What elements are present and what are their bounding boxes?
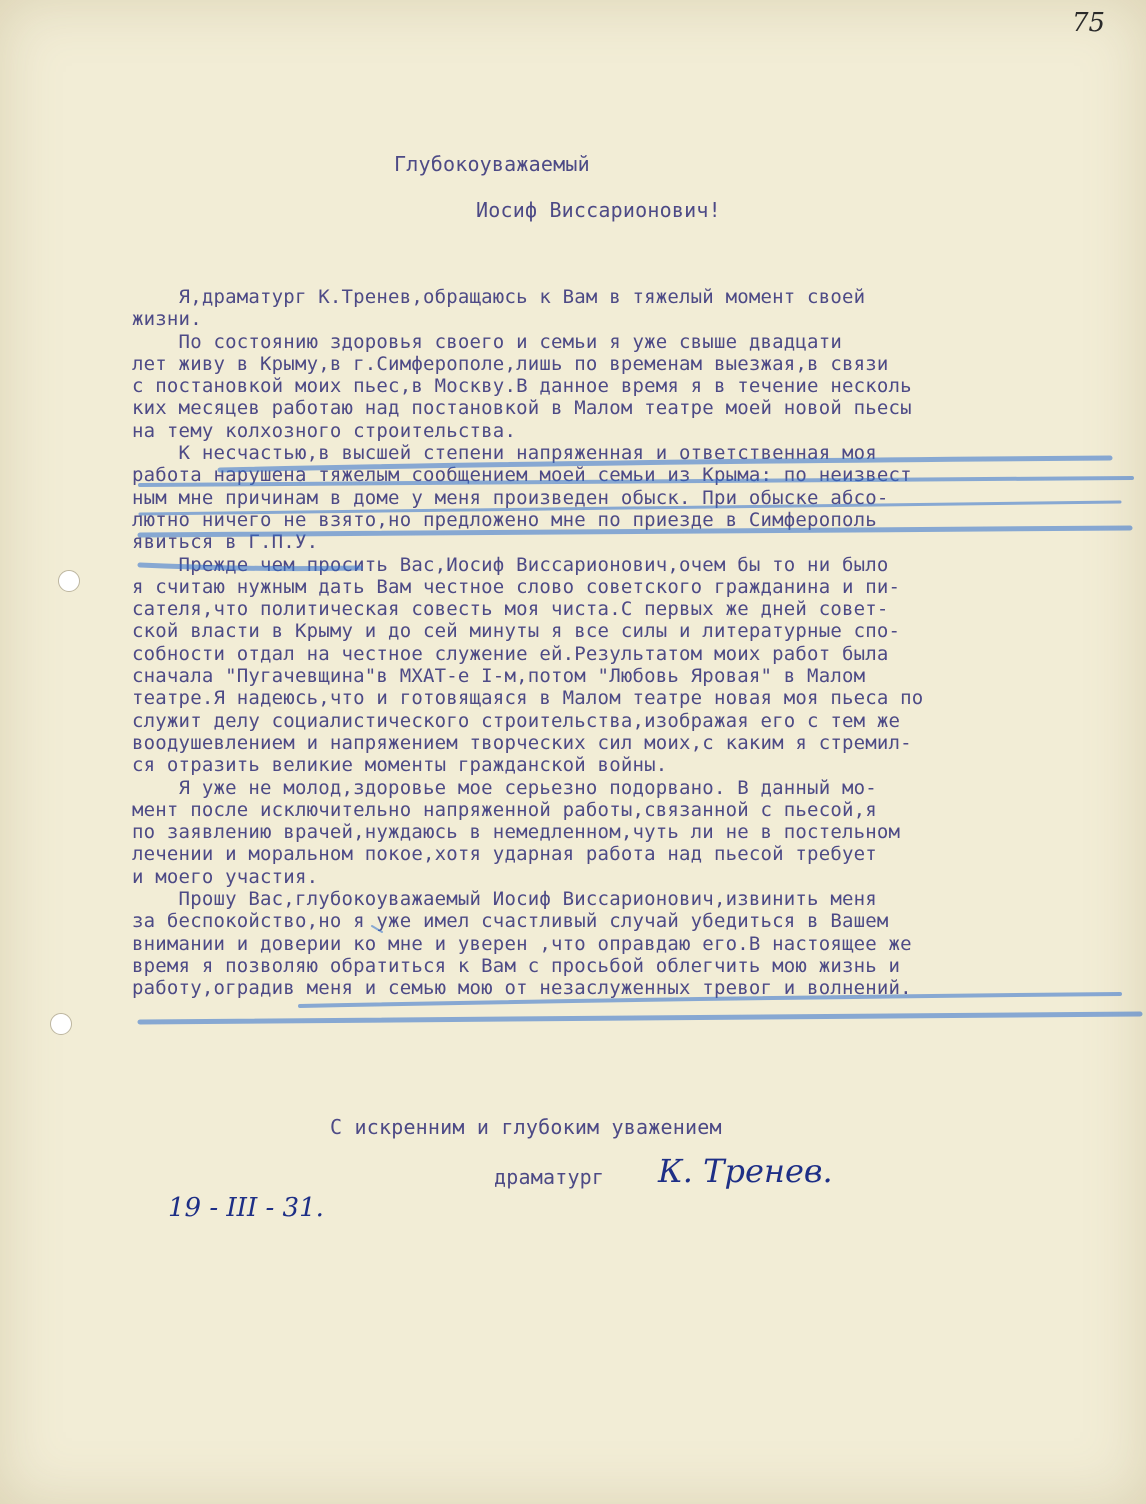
handwritten-signature: К. Тренев.: [658, 1152, 833, 1190]
body-line: лечении и моральном покое,хотя ударная работа над пьесой требует: [132, 843, 877, 866]
body-line: театре.Я надеюсь,что и готовящаяся в Малом театре новая моя пьеса по: [132, 687, 924, 710]
body-line: ской власти в Крыму и до сей минуты я все силы и литературные спо-: [132, 620, 901, 643]
body-line: служит делу социалистического строительства,изображая его с тем же: [132, 709, 901, 732]
body-line: внимании и доверии ко мне и уверен ,что оправдаю его.В настоящее же: [132, 932, 912, 955]
greeting-line-2: Иосиф Виссарионович!: [476, 198, 721, 222]
body-line: Прежде чем просить Вас,Иосиф Виссарионович,очем бы то ни было: [132, 553, 889, 576]
body-line: ся отразить великие моменты гражданской войны.: [132, 754, 668, 777]
body-line: явиться в Г.П.У.: [132, 531, 319, 554]
body-line: я считаю нужным дать Вам честное слово советского гражданина и пи-: [132, 575, 901, 598]
page-number: 75: [1072, 8, 1106, 38]
body-line: По состоянию здоровья своего и семьи я уже свыше двадцати: [132, 330, 842, 353]
body-line: и моего участия.: [132, 865, 319, 888]
body-line: сателя,что политическая совесть моя чиста.С первых же дней совет-: [132, 598, 889, 621]
body-line: мент после исключительно напряженной работы,связанной с пьесой,я: [132, 798, 877, 821]
body-line: воодушевлением и напряжением творческих сил моих,с каким я стремил-: [132, 731, 912, 754]
body-line: с постановкой моих пьес,в Москву.В данное время я в течение несколь: [132, 375, 912, 398]
body-line: работу,оградив меня и семью мою от незаслуженных тревог и волнений.: [132, 977, 912, 1000]
body-line: по заявлению врачей,нуждаюсь в немедленном,чуть ли не в постельном: [132, 821, 901, 844]
body-line: Прошу Вас,глубокоуважаемый Иосиф Виссарионович,извинить меня: [132, 888, 877, 911]
signature-role: драматург: [494, 1165, 605, 1189]
body-line: лютно ничего не взято,но предложено мне по приезде в Симферополь: [132, 508, 877, 531]
body-line: ным мне причинам в доме у меня произведен обыск. При обыске абсо-: [132, 486, 889, 509]
body-line: на тему колхозного строительства.: [132, 419, 517, 442]
body-line: лет живу в Крыму,в г.Симферополе,лишь по временам выезжая,в связи: [132, 352, 889, 375]
body-line: ких месяцев работаю над постановкой в Малом театре моей новой пьесы: [132, 397, 912, 420]
handwritten-date: 19 - III - 31.: [168, 1193, 324, 1223]
body-line: жизни.: [132, 308, 202, 331]
body-line: К несчастью,в высшей степени напряженная и ответственная моя: [132, 442, 877, 465]
body-line: сначала "Пугачевщина"в МХАТ-е I-м,потом "Любовь Яровая" в Малом: [132, 665, 866, 688]
body-line: работа нарушена тяжелым сообщением моей семьи из Крыма: по неизвест: [132, 464, 912, 487]
body-line: время я позволяю обратиться к Вам с просьбой облегчить мою жизнь и: [132, 954, 901, 977]
body-line: Я,драматург К.Тренев,обращаюсь к Вам в тяжелый момент своей: [132, 286, 866, 308]
closing-line: С искренним и глубоким уважением: [330, 1115, 722, 1139]
greeting-line-1: Глубокоуважаемый: [394, 152, 590, 176]
body-line: за беспокойство,но я уже имел счастливый случай убедиться в Вашем: [132, 910, 889, 933]
body-line: собности отдал на честное служение ей.Результатом моих работ была: [132, 642, 889, 665]
body-line: Я уже не молод,здоровье мое серьезно подорвано. В данный мо-: [132, 776, 877, 799]
